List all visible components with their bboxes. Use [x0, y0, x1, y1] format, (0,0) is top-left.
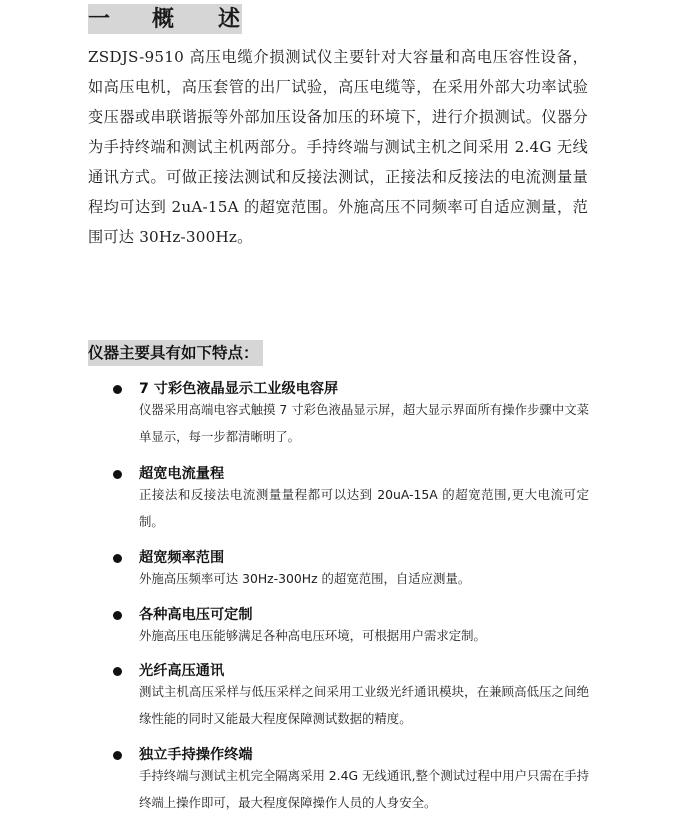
feature-title: 独立手持操作终端 — [139, 747, 253, 763]
feature-title: 7 寸彩色液晶显示工业级电容屏 — [139, 381, 339, 397]
bullet-icon — [113, 470, 122, 479]
bullet-icon — [113, 385, 122, 394]
bullet-icon — [113, 554, 122, 563]
bullet-icon — [113, 611, 122, 620]
features-heading: 仪器主要具有如下特点： — [88, 340, 263, 366]
feature-description: 手持终端与测试主机完全隔离采用 2.4G 无线通讯,整个测试过程中用户只需在手持终端上操作即可，最大程度保障操作人员的人身安全。 — [139, 768, 590, 810]
intro-paragraph: ZSDJS-9510 高压电缆介损测试仪主要针对大容量和高电压容性设备，如高压电机，高压套管的出厂试验，高压电缆等，在采用外部大功率试验变压器或串联谐振等外部加压设备加压的环境下，进行介损测试。仪器分为手持终端和测试主机两部分。手持终端与测试主机之间采用 2.4G 无线通讯方式。可做正接法测试和反接法测试，正接法和反接法的电流测量量程均可达到 2uA-15A 的超宽范围。外施高压不同频率可自适应测量，范围可达 30Hz-300Hz。 — [88, 48, 588, 246]
section-heading-char-1: 一 — [88, 6, 111, 32]
feature-title: 各种高电压可定制 — [139, 607, 253, 623]
feature-title: 超宽频率范围 — [139, 550, 225, 566]
feature-title: 超宽电流量程 — [139, 466, 225, 482]
bullet-icon — [113, 667, 122, 676]
bullet-icon — [113, 751, 122, 760]
section-heading — [88, 4, 242, 34]
feature-title: 光纤高压通讯 — [139, 663, 225, 679]
feature-description: 正接法和反接法电流测量量程都可以达到 20uA-15A 的超宽范围,更大电流可定制。 — [139, 487, 589, 529]
feature-description: 测试主机高压采样与低压采样之间采用工业级光纤通讯模块，在兼顾高低压之间绝缘性能的同时又能最大程度保障测试数据的精度。 — [139, 684, 589, 726]
feature-description: 仪器采用高端电容式触摸 7 寸彩色液晶显示屏，超大显示界面所有操作步骤中文菜单显示，每一步都清晰明了。 — [139, 402, 589, 444]
section-heading-char-2: 概 — [152, 6, 175, 32]
feature-description: 外施高压电压能够满足各种高电压环境，可根据用户需求定制。 — [139, 628, 486, 643]
section-heading-char-3: 述 — [218, 6, 241, 32]
feature-description: 外施高压频率可达 30Hz-300Hz 的超宽范围，自适应测量。 — [139, 571, 471, 586]
